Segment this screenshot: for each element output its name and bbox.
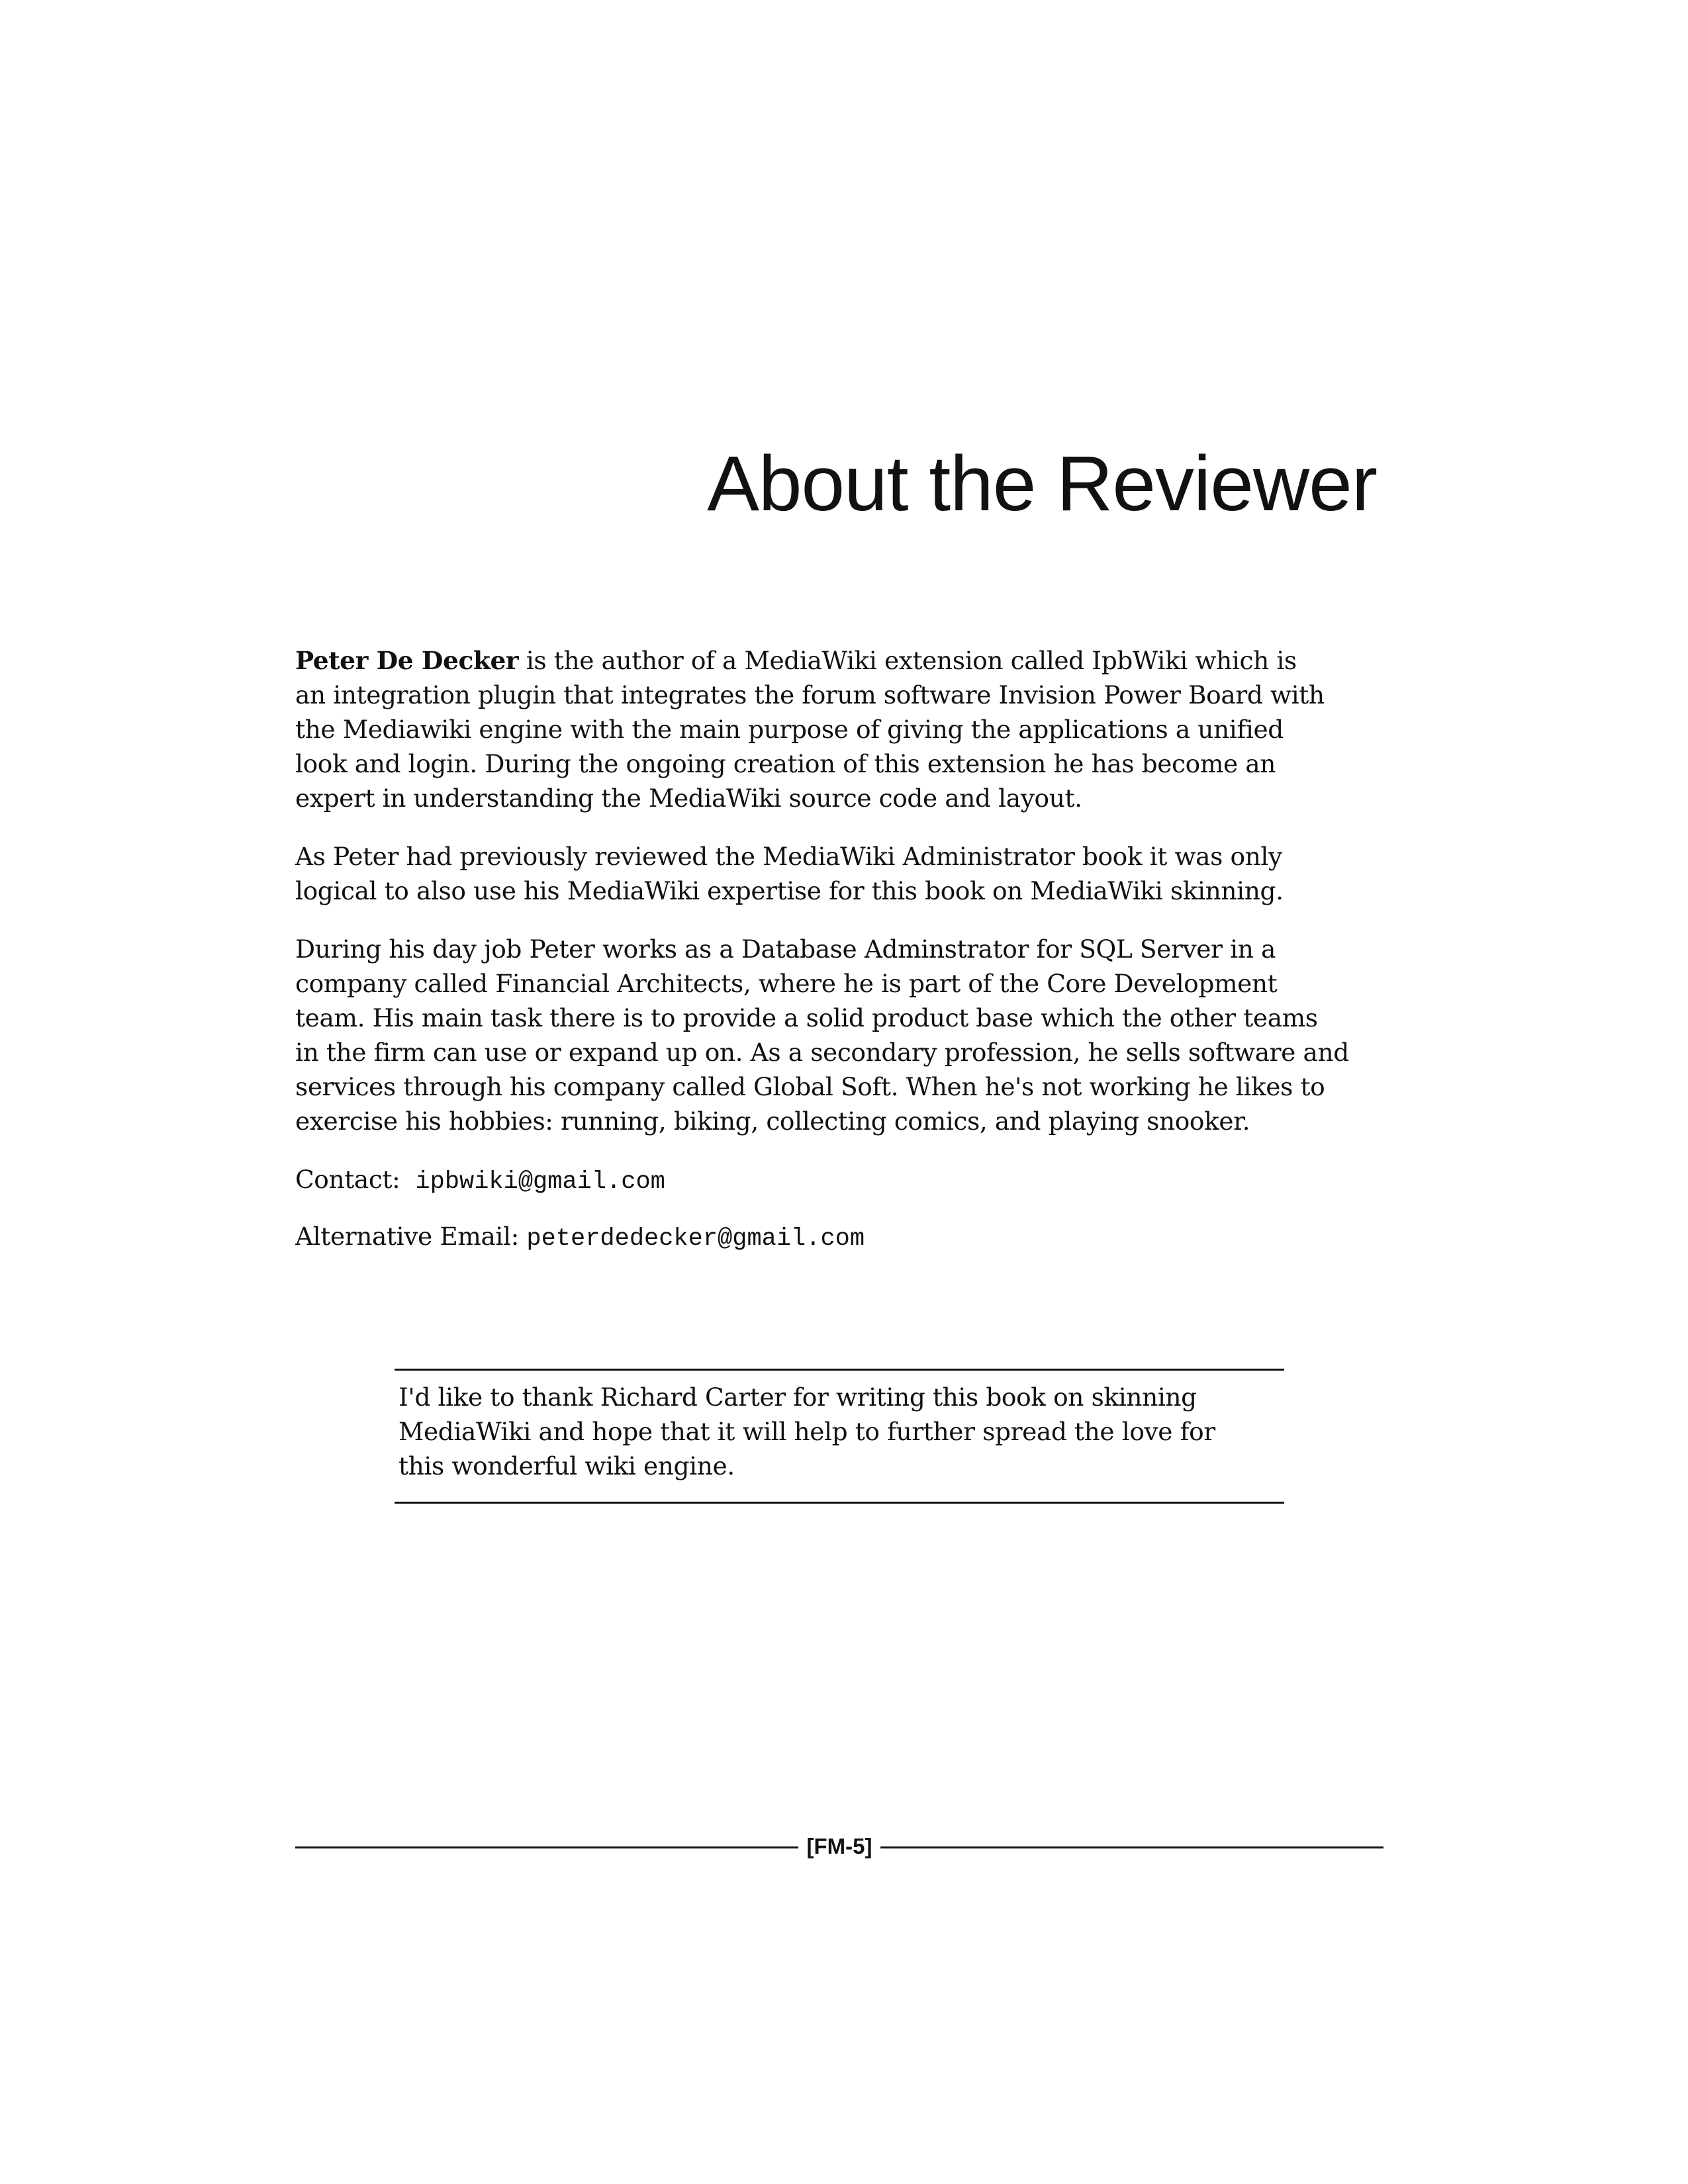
bio-p3-line-4: in the firm can use or expand up on. As a secondary profession, he sells software and (295, 1038, 1349, 1067)
bio-paragraph-2 (295, 839, 1387, 908)
contact-email[interactable]: ipbwiki@gmail.com (415, 1168, 665, 1196)
alt-contact-email[interactable]: peterdedecker@gmail.com (526, 1225, 865, 1253)
reviewer-name: Peter De Decker (295, 646, 519, 675)
note-line-1: I'd like to thank Richard Carter for writing this book on skinning (399, 1383, 1197, 1412)
bio-section (295, 643, 1387, 1276)
footer-rule-right (880, 1846, 1383, 1848)
bio-p3-line-1: During his day job Peter works as a Database Adminstrator for SQL Server in a (295, 934, 1276, 964)
bio-p1-line-4: look and login. During the ongoing creation of this extension he has become an (295, 749, 1276, 778)
footer-rule-left (295, 1846, 798, 1848)
bio-p1-line-2: an integration plugin that integrates the forum software Invision Power Board with (295, 680, 1325, 709)
note-line-2: MediaWiki and hope that it will help to further spread the love for (399, 1417, 1215, 1446)
contact-line (295, 1162, 1387, 1199)
note-line-3: this wonderful wiki engine. (399, 1451, 735, 1480)
bio-p3-line-2: company called Financial Architects, where he is part of the Core Development (295, 969, 1278, 998)
bio-p1-line-3: the Mediawiki engine with the main purpose of giving the applications a unified (295, 715, 1284, 744)
bio-p2-line-1: As Peter had previously reviewed the MediaWiki Administrator book it was only (295, 842, 1282, 871)
bio-paragraph-1 (295, 643, 1387, 815)
page-number: [FM-5] (806, 1834, 872, 1858)
bio-p1-line-5: expert in understanding the MediaWiki source code and layout. (295, 784, 1082, 813)
bio-p2-line-2: logical to also use his MediaWiki expertise for this book on MediaWiki skinning. (295, 876, 1284, 905)
bio-p3-line-6: exercise his hobbies: running, biking, collecting comics, and playing snooker. (295, 1107, 1250, 1136)
bio-paragraph-3 (295, 932, 1387, 1138)
acknowledgement-note (395, 1369, 1284, 1504)
alt-contact-label: Alternative Email: (295, 1222, 519, 1251)
page-footer (295, 1832, 1383, 1861)
contact-label: Contact: (295, 1165, 400, 1194)
bio-p1-line-1: is the author of a MediaWiki extension called IpbWiki which is (518, 646, 1297, 675)
page-title: About the Reviewer (707, 440, 1377, 527)
bio-p3-line-3: team. His main task there is to provide a solid product base which the other teams (295, 1003, 1318, 1032)
bio-p3-line-5: services through his company called Global Soft. When he's not working he likes to (295, 1072, 1325, 1101)
alt-contact-line (295, 1219, 1387, 1256)
